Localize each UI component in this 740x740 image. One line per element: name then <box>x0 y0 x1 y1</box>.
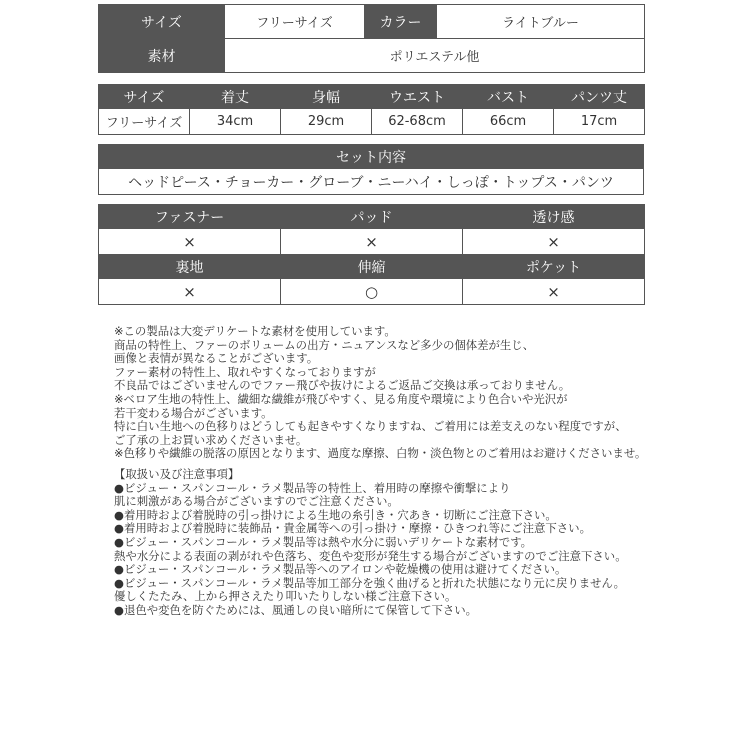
measurement-value: フリーサイズ <box>99 109 190 135</box>
note-line: ※この製品は大変デリケートな素材を使用しています。 <box>114 324 396 338</box>
measurement-table <box>98 84 645 135</box>
measurement-value: 66cm <box>463 109 554 135</box>
note-line: 画像と表情が異なることがございます。 <box>114 351 319 366</box>
measurement-header: パンツ丈 <box>554 85 645 109</box>
measurement-header: サイズ <box>99 85 190 109</box>
note-line: 特に白い生地への色移りはどうしても起きやすくなりますね、ご着用には差支えのない程度ですが、 <box>114 419 627 434</box>
size-label: サイズ <box>99 5 225 39</box>
color-value: ライトブルー <box>437 5 645 39</box>
product-notes <box>114 325 674 461</box>
measurement-value: 17cm <box>554 109 645 135</box>
set-contents-header: セット内容 <box>99 145 644 169</box>
material-label: 素材 <box>99 39 225 73</box>
care-instructions <box>114 468 674 618</box>
feature-header-stretch: 伸縮 <box>281 255 463 279</box>
care-line: ●ビジュー・スパンコール・ラメ製品等加工部分を強く曲げると折れた状態になり元に戻りません。 <box>114 575 626 590</box>
feature-header-lining: 裏地 <box>99 255 281 279</box>
care-line: 肌に刺激がある場合がございますのでご注意ください。 <box>114 494 399 509</box>
care-line: ●ビジュー・スパンコール・ラメ製品等の特性上、着用時の摩擦や衝撃により <box>114 480 511 495</box>
measurement-header: 着丈 <box>190 85 281 109</box>
care-line: ●着用時および着脱時に装飾品・貴金属等への引っ掛け・摩擦・ひきつれ等にご注意下さい。 <box>114 521 591 536</box>
color-label: カラー <box>365 5 437 39</box>
measurement-value: 62-68cm <box>372 109 463 135</box>
care-line: 【取扱い及び注意事項】 <box>114 467 240 481</box>
feature-header-pad: パッド <box>281 205 463 229</box>
measurement-header: 身幅 <box>281 85 372 109</box>
size-value: フリーサイズ <box>225 5 365 39</box>
measurement-header: バスト <box>463 85 554 109</box>
note-line: ※色移りや繊維の脱落の原因となります、過度な摩擦、白物・淡色物とのご着用はお避けくださいませ。 <box>114 446 647 461</box>
feature-value-stretch: ○ <box>281 279 463 305</box>
spec-table <box>98 4 645 73</box>
feature-value-pad: × <box>281 229 463 255</box>
note-line: ※ベロア生地の特性上、繊細な繊維が飛びやすく、見る角度や環境により色合いや光沢が <box>114 391 568 406</box>
feature-value-pocket: × <box>463 279 645 305</box>
feature-value-lining: × <box>99 279 281 305</box>
feature-header-zipper: ファスナー <box>99 205 281 229</box>
note-line: 商品の特性上、ファーのボリュームの出方・ニュアンスなど多少の個体差が生じ、 <box>114 337 535 352</box>
note-line: 若干変わる場合がございます。 <box>114 405 273 420</box>
feature-header-sheer: 透け感 <box>463 205 645 229</box>
note-line: ファー素材の特性上、取れやすくなっておりますが <box>114 364 376 379</box>
set-contents-table <box>98 144 644 195</box>
set-contents-value: ヘッドピース・チョーカー・グローブ・ニーハイ・しっぽ・トップス・パンツ <box>99 169 644 195</box>
feature-value-zipper: × <box>99 229 281 255</box>
measurement-header: ウエスト <box>372 85 463 109</box>
material-value: ポリエステル他 <box>225 39 645 73</box>
care-line: ●ビジュー・スパンコール・ラメ製品等へのアイロンや乾燥機の使用は避けてください。 <box>114 562 567 577</box>
feature-header-pocket: ポケット <box>463 255 645 279</box>
measurement-value: 29cm <box>281 109 372 135</box>
feature-value-sheer: × <box>463 229 645 255</box>
care-line: ●退色や変色を防ぐためには、風通しの良い暗所にて保管して下さい。 <box>114 602 478 617</box>
note-line: 不良品ではございませんのでファー飛びや抜けによるご返品ご交換は承っておりません。 <box>114 378 571 393</box>
care-line: ●着用時および着脱時の引っ掛けによる生地の糸引き・穴あき・切断にご注意下さい。 <box>114 507 557 522</box>
measurement-value: 34cm <box>190 109 281 135</box>
care-line: 優しくたたみ、上から押さえたり叩いたりしない様ご注意下さい。 <box>114 589 457 604</box>
care-line: ●ビジュー・スパンコール・ラメ製品等は熱や水分に弱いデリケートな素材です。 <box>114 534 533 549</box>
features-table <box>98 204 645 305</box>
note-line: ご了承の上お買い求めくださいませ。 <box>114 432 308 447</box>
care-line: 熱や水分による表面の剥がれや色落ち、変色や変形が発生する場合がございますのでご注意下さい。 <box>114 548 627 563</box>
